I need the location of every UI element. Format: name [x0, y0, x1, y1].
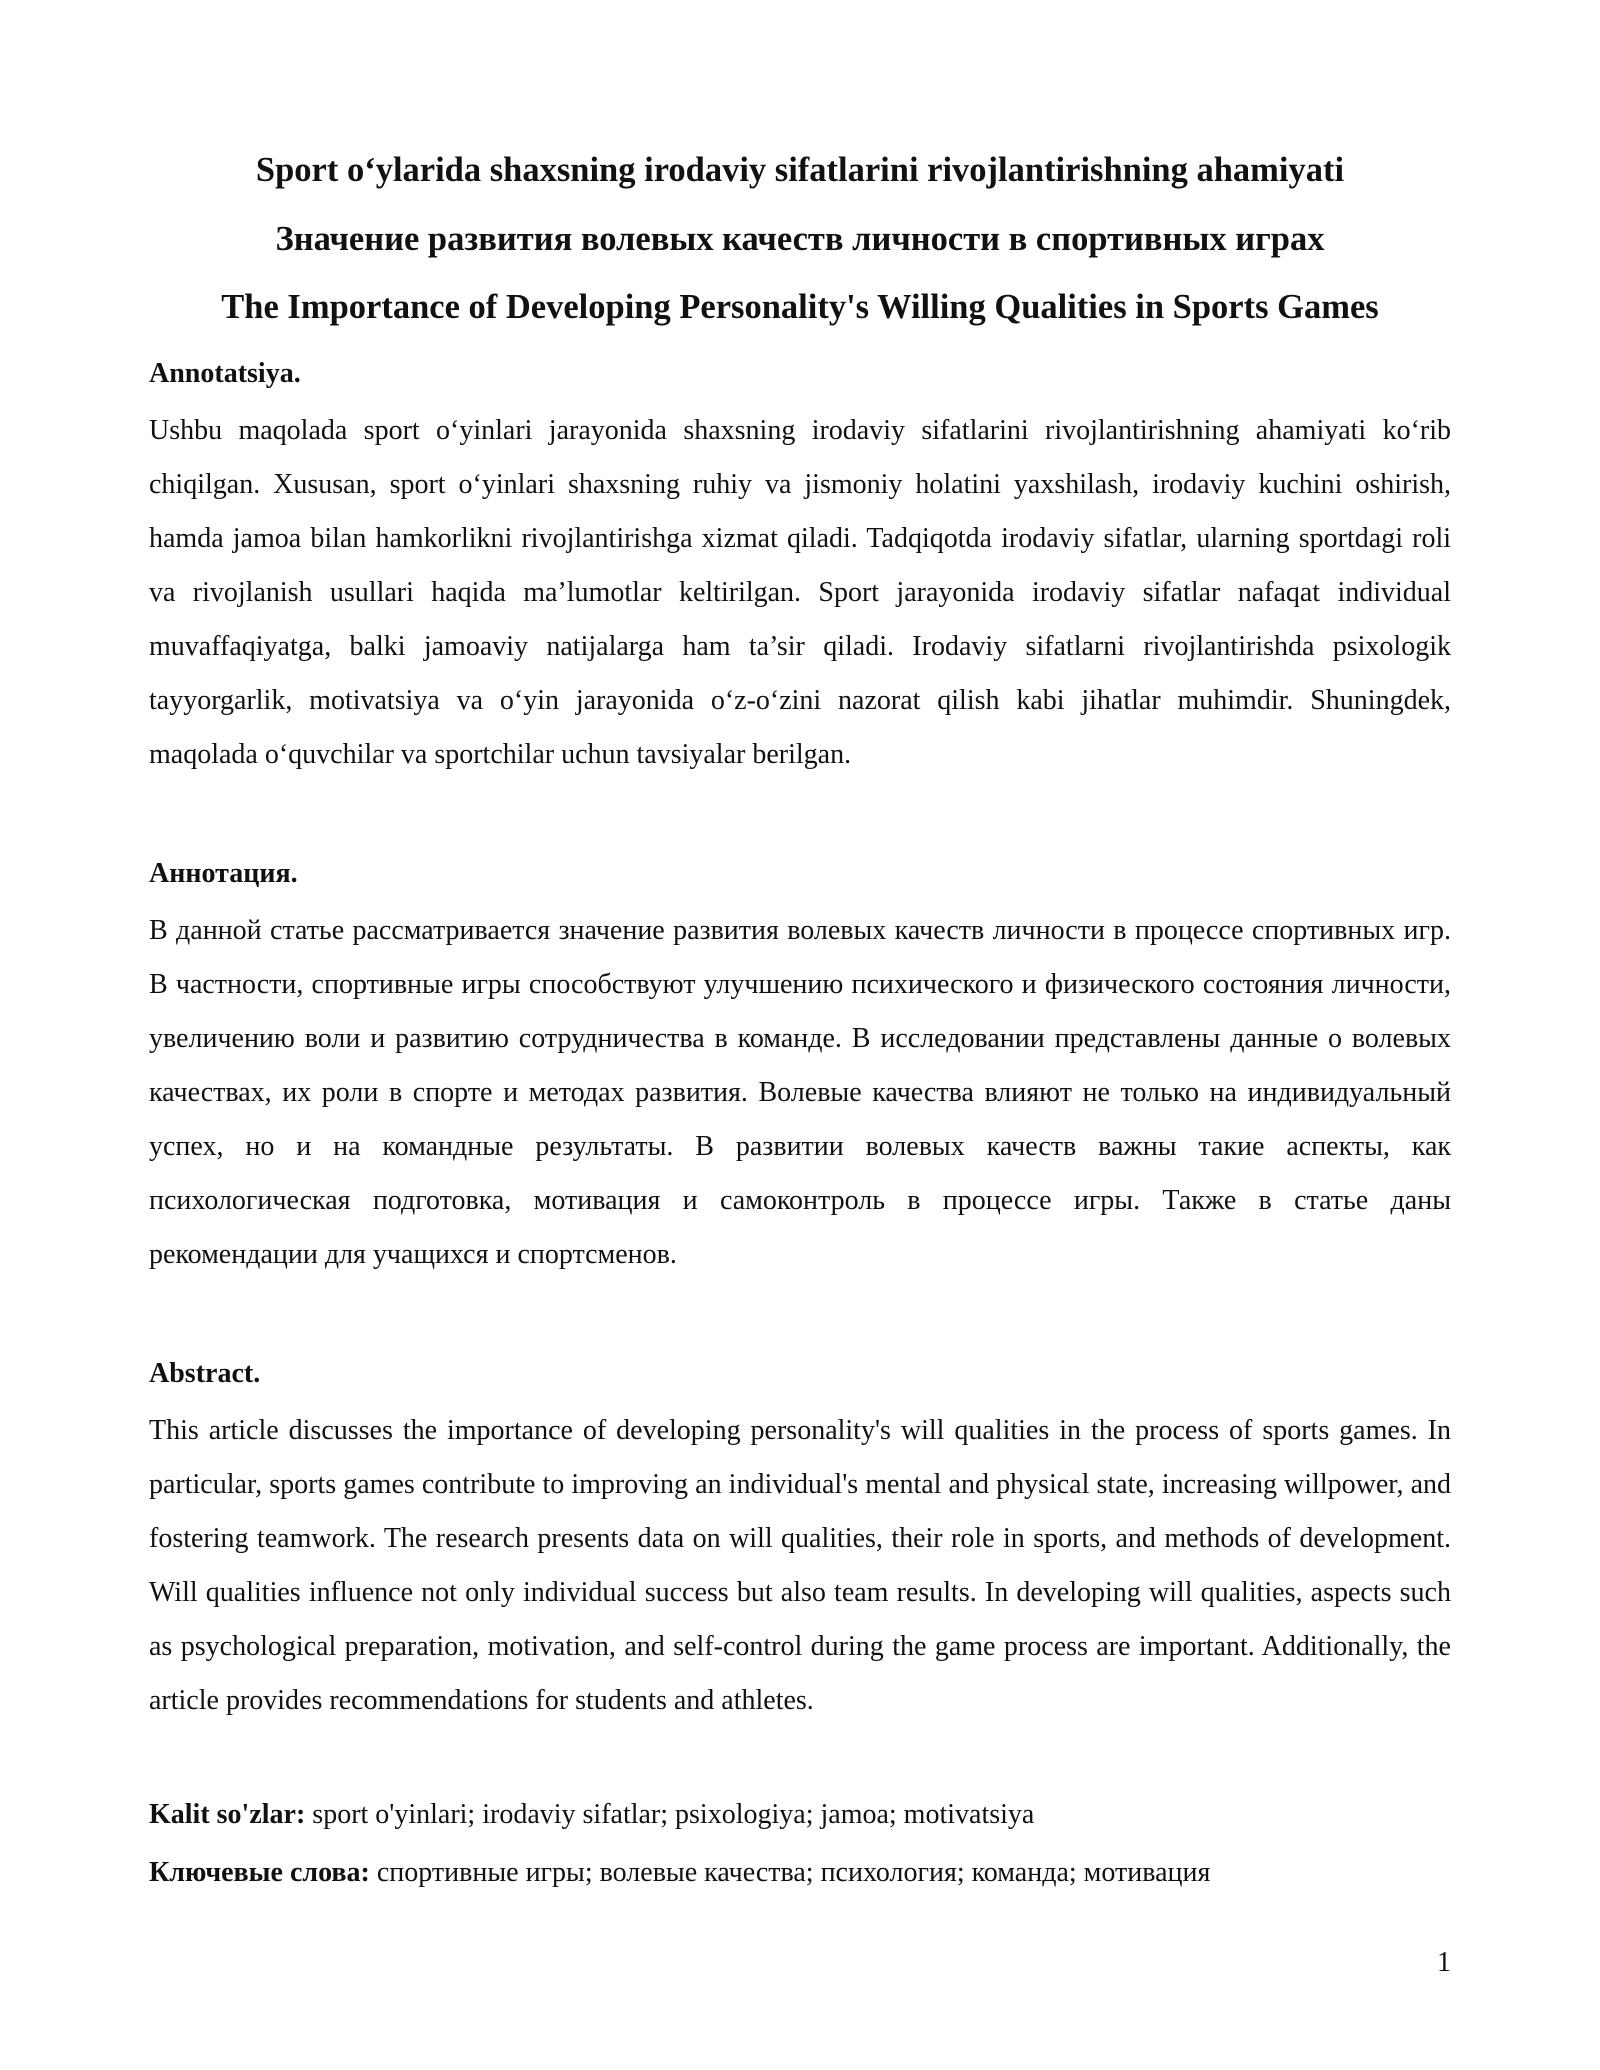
keywords-uz-label: Kalit so'zlar:	[149, 1799, 306, 1830]
abstract-uz-text: Ushbu maqolada sport o‘yinlari jarayonida shaxsning irodaviy sifatlarini rivojlantirishning ahamiyati ko‘rib chiqilgan. Xususan, sport o‘yinlari shaxsning ruhiy va jismoniy holatini yaxshilash, irodaviy kuchini oshirish, hamda jamoa bilan hamkorlikni rivojlantirishga xizmat qiladi. Tadqiqotda irodaviy sifatlar, ularning sportdagi roli va rivojlanish usullari haqida ma’lumotlar keltirilgan. Sport jarayonida irodaviy sifatlar nafaqat individual muvaffaqiyatga, balki jamoaviy natijalarga ham ta’sir qiladi. Irodaviy sifatlarni rivojlantirishda psixologik tayyorgarlik, motivatsiya va o‘yin jarayonida o‘z-o‘zini nazorat qilish kabi jihatlar muhimdir. Shuningdek, maqolada o‘quvchilar va sportchilar uchun tavsiyalar berilgan.	[149, 415, 1451, 770]
abstract-ru-text: В данной статье рассматривается значение развития волевых качеств личности в процессе спортивных игр. В частности, спортивные игры способствуют улучшению психического и физического состояния личности, увеличению воли и развитию сотрудничества в команде. В исследовании представлены данные о волевых качествах, их роли в спорте и методах развития. Волевые качества влияют не только на индивидуальный успех, но и на командные результаты. В развитии волевых качеств важны такие аспекты, как психологическая подготовка, мотивация и самоконтроль в процессе игры. Также в статье даны рекомендации для учащихся и спортсменов.	[149, 915, 1451, 1270]
title-russian: Значение развития волевых качеств личности в спортивных играх	[275, 220, 1325, 258]
keywords-uz-text: sport o'yinlari; irodaviy sifatlar; psixologiya; jamoa; motivatsiya	[305, 1799, 1035, 1830]
page-number: 1	[1437, 1947, 1451, 1978]
abstract-ru-heading: Аннотация.	[149, 858, 298, 889]
keywords-ru-text: спортивные игры; волевые качества; психология; команда; мотивация	[369, 1857, 1211, 1888]
title-uzbek: Sport o‘ylarida shaxsning irodaviy sifatlarini rivojlantirishning ahamiyati	[255, 151, 1345, 189]
abstract-uz-heading: Annotatsiya.	[149, 358, 301, 389]
abstract-en-text: This article discusses the importance of developing personality's will qualities in the process of sports games. In particular, sports games contribute to improving an individual's mental and physical state, increasing willpower, and fostering teamwork. The research presents data on will qualities, their role in sports, and methods of development. Will qualities influence not only individual success but also team results. In developing will qualities, aspects such as psychological preparation, motivation, and self-control during the game process are important. Additionally, the article provides recommendations for students and athletes.	[149, 1415, 1451, 1716]
abstract-en-heading: Abstract.	[149, 1358, 261, 1389]
title-english: The Importance of Developing Personality's Willing Qualities in Sports Games	[221, 288, 1379, 326]
keywords-ru	[149, 1856, 1210, 1890]
keywords-ru-label: Ключевые слова:	[149, 1857, 370, 1888]
keywords-uz	[149, 1798, 1034, 1832]
